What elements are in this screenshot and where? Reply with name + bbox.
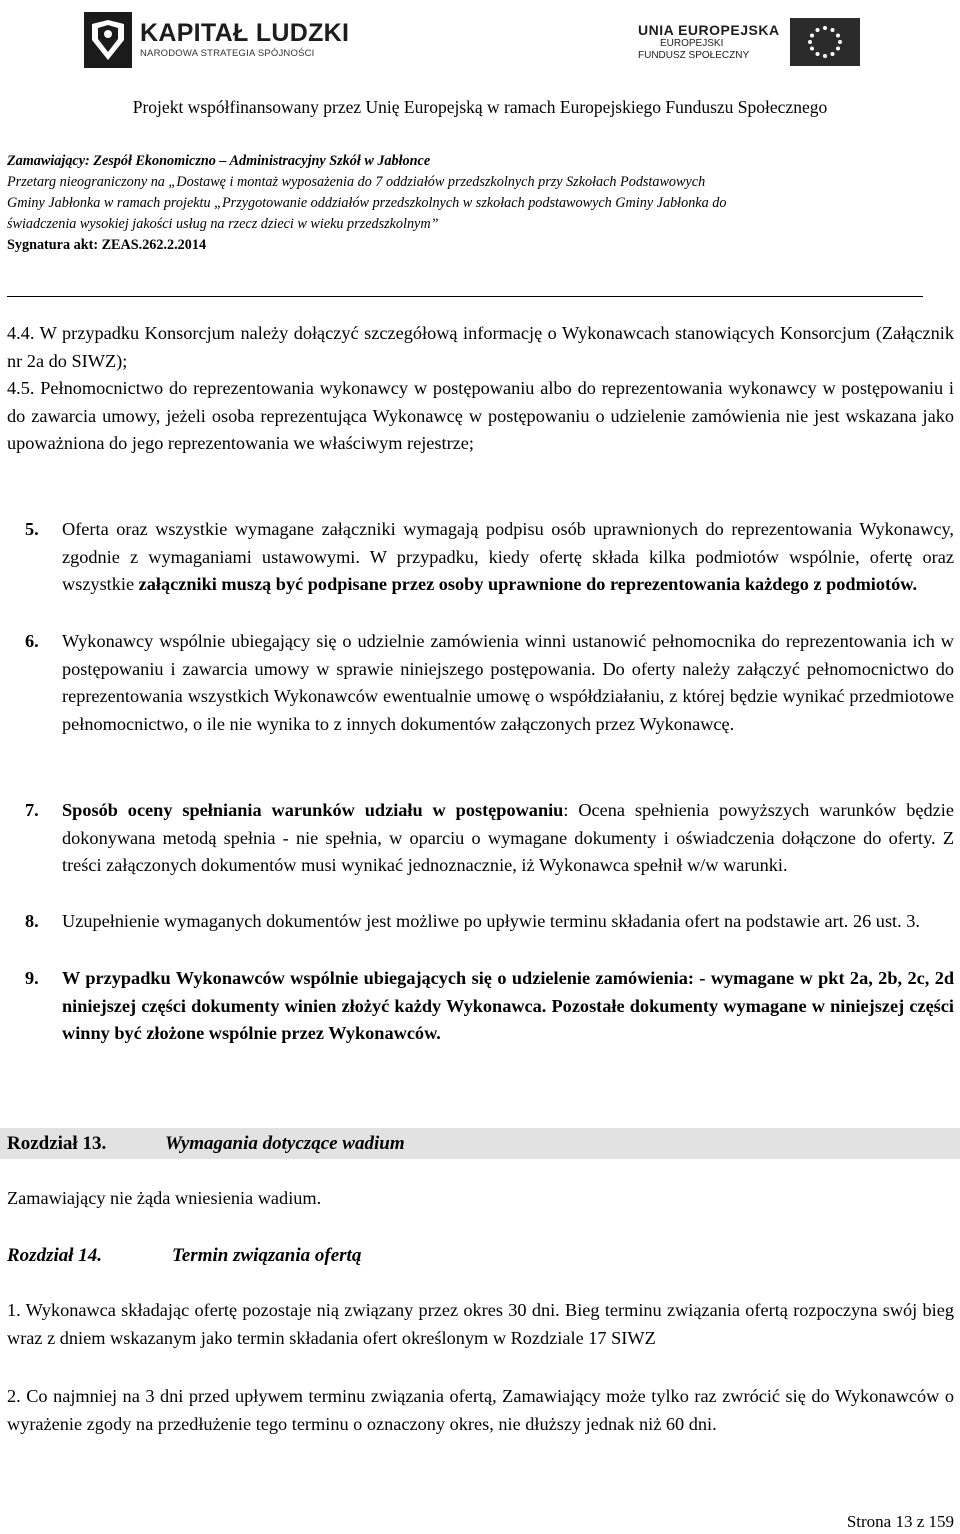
paragraph-4-4: 4.4. W przypadku Konsorcjum należy dołączyć szczegółową informację o Wykonawcach stanowiących Konsorcjum (Załącznik nr 2a do SIWZ); (7, 323, 954, 371)
item-8-text: Uzupełnienie wymaganych dokumentów jest możliwe po upływie terminu składania ofert na podstawie art. 26 ust. 3. (62, 911, 920, 931)
item-5-number: 5. (25, 519, 39, 539)
item-9-number: 9. (25, 968, 39, 988)
kapital-ludzki-logo (84, 5, 349, 75)
tender-title-line1: Przetarg nieograniczony na „Dostawę i montaż wyposażenia do 7 oddziałów przedszkolnych przy Szkołach Podstawowych (7, 174, 706, 190)
paragraph-4-5: 4.5. Pełnomocnictwo do reprezentowania wykonawcy w postępowaniu albo do reprezentowania wykonawcy w postępowaniu i do zawarcia umowy, jeżeli osoba reprezentująca Wykonawcę w postępowaniu o udzielenie zamówienia nie jest wskazana jako upoważniona do jego reprezentowania we właściwym rejestrze; (7, 378, 954, 453)
item-8-number: 8. (25, 911, 39, 931)
item-6-text: Wykonawcy wspólnie ubiegający się o udzielnie zamówienia winni ustanowić pełnomocnika do reprezentowania ich w postępowaniu i zawarcia umowy w sprawie niniejszego postępowania. Do oferty należy załączyć pełnomocnictwo do reprezentowania wszystkich Wykonawców ewentualnie umowę o współdziałaniu, z której będzie wynikać przedmiotowe pełnomocnictwo, o ile nie wynika to z innych dokumentów załączonych przez Wykonawcę. (62, 631, 954, 734)
chapter-14-paragraph-2: 2. Co najmniej na 3 dni przed upływem terminu związania ofertą, Zamawiający może tylko raz zwrócić się do Wykonawców o wyrażenie zgody na przedłużenie tego terminu o oznaczony okres, nie dłuższy jednak niż 60 dni. (7, 1386, 954, 1434)
header-divider (7, 296, 923, 297)
item-5-text-regular: Oferta oraz wszystkie wymagane załączniki wymagają podpisu osób uprawnionych do reprezentowania Wykonawcy, zgodnie z wymaganiami ustawowymi. W przypadku, kiedy ofertę składa kilka podmiotów wspólnie, ofertę oraz wszystkie (62, 519, 954, 594)
item-7-number: 7. (25, 800, 39, 820)
item-5-text-bold: załączniki muszą być podpisane przez osoby uprawnione do reprezentowania każdego z podmiotów. (138, 574, 918, 594)
chapter-13-text: Zamawiający nie żąda wniesienia wadium. (7, 1188, 322, 1208)
eu-logo-line3: FUNDUSZ SPOŁECZNY (638, 50, 750, 61)
item-7-heading: Sposób oceny spełniania warunków udziału w postępowaniu (62, 800, 564, 820)
chapter-13-title: Wymagania dotyczące wadium (165, 1133, 405, 1154)
page-number: Strona 13 z 159 (846, 1512, 954, 1531)
kapital-ludzki-subtitle: NARODOWA STRATEGIA SPÓJNOŚCI (140, 48, 315, 59)
chapter-13-heading-bar (0, 1128, 960, 1159)
eu-flag-icon (790, 18, 860, 66)
item-7-text (62, 797, 954, 880)
case-signature: Sygnatura akt: ZEAS.262.2.2014 (7, 237, 207, 253)
item-5-text (62, 516, 954, 599)
chapter-14-paragraph-1: 1. Wykonawca składając ofertę pozostaje nią związany przez okres 30 dni. Bieg terminu związania ofertą rozpoczyna swój bieg wraz z dniem wskazanym jako termin składania ofert określonym w Rozdziale 17 SIWZ (7, 1300, 954, 1348)
item-6-number: 6. (25, 631, 39, 651)
kapital-ludzki-emblem-icon (84, 12, 132, 68)
item-7-body: : Ocena spełnienia powyższych warunków będzie dokonywana metodą spełnia - nie spełnia, w oparciu o wymagane dokumenty i oświadczenia dołączone do oferty. Z treści załączonych dokumentów musi wynikać jednoznacznie, iż Wykonawca spełnił w/w warunki. (62, 800, 954, 875)
tender-title-line3: świadczenia wysokiej jakości usług na rzecz dzieci w wieku przedszkolnym” (7, 216, 439, 232)
eu-logo-line1: UNIA EUROPEJSKA (638, 22, 780, 38)
project-cofinancing-line: Projekt współfinansowany przez Unię Europejską w ramach Europejskiego Funduszu Społecznego (132, 97, 828, 117)
eu-logo (638, 14, 860, 70)
ordering-party: Zamawiający: Zespół Ekonomiczno – Administracyjny Szkół w Jabłonce (7, 153, 431, 169)
eu-logo-line2: EUROPEJSKI (660, 38, 724, 49)
kapital-ludzki-title: KAPITAŁ LUDZKI (140, 19, 350, 47)
chapter-13-number: Rozdział 13. (7, 1133, 107, 1154)
chapter-14-title: Termin związania ofertą (172, 1245, 362, 1266)
chapter-14-number: Rozdział 14. (7, 1245, 103, 1266)
tender-title-line2: Gminy Jabłonka w ramach projektu „Przygotowanie oddziałów przedszkolnych w szkołach podstawowych Gminy Jabłonka do (7, 195, 727, 211)
item-9-text: W przypadku Wykonawców wspólnie ubiegających się o udzielenie zamówienia: - wymagane w pkt 2a, 2b, 2c, 2d niniejszej części dokumenty winien złożyć każdy Wykonawca. Pozostałe dokumenty wymagane w niniejszej części winny być złożone wspólnie przez Wykonawców. (62, 968, 954, 1043)
